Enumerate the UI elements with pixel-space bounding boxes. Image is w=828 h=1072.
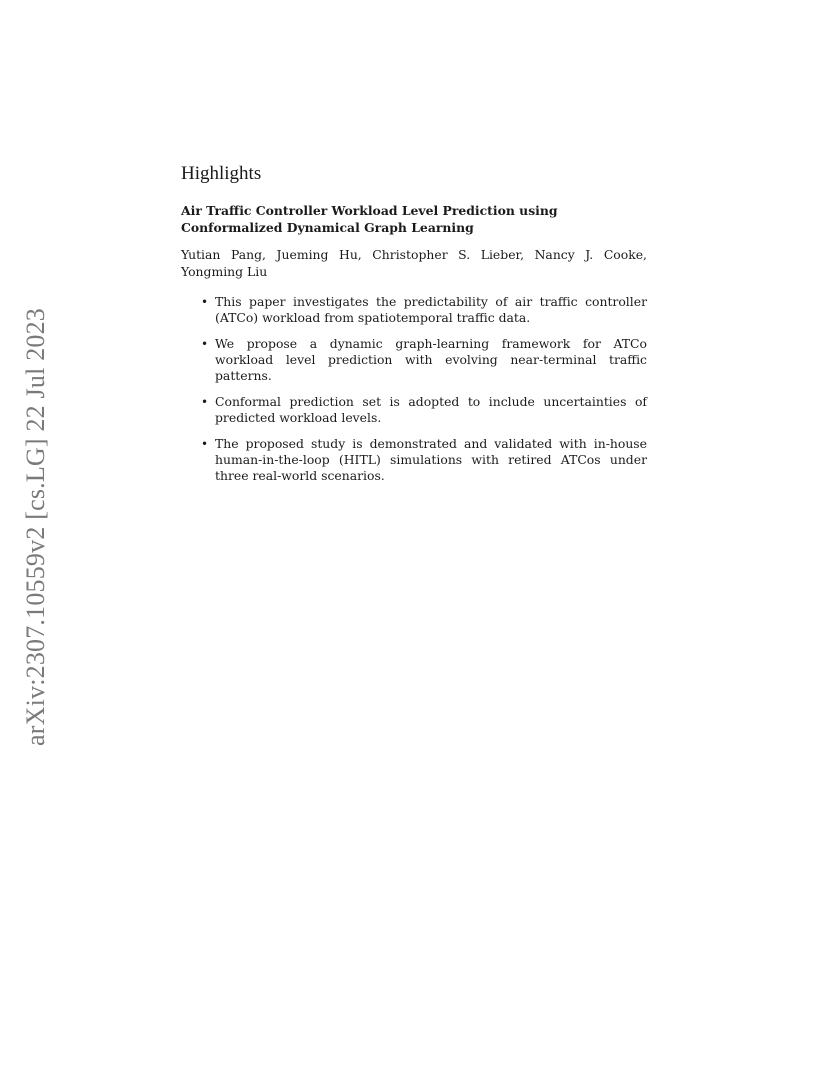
highlight-text: We propose a dynamic graph-learning framework for ATCo workload level prediction with evolving near-terminal traffic patterns. [215,335,647,383]
paper-title: Air Traffic Controller Workload Level Prediction using Conformalized Dynamical Graph Learning [181,202,558,235]
arxiv-identifier-stamp: arXiv:2307.10559v2 [cs.LG] 22 Jul 2023 [21,308,50,746]
bullet-icon: • [201,394,209,409]
highlight-item [201,335,647,384]
section-heading: Highlights [181,163,262,184]
author-list: Yutian Pang, Jueming Hu, Christopher S. Lieber, Nancy J. Cooke, Yongming Liu [181,246,647,279]
highlights-list [181,294,647,484]
highlight-item [201,435,647,484]
highlight-item [201,393,647,426]
highlight-text: Conformal prediction set is adopted to include uncertainties of predicted workload levels. [215,393,647,425]
highlights-page [181,163,647,494]
bullet-icon: • [201,436,209,451]
bullet-icon: • [201,336,209,351]
highlight-item [201,293,647,326]
highlight-text: This paper investigates the predictability of air traffic controller (ATCo) workload from spatiotemporal traffic data. [215,293,647,325]
bullet-icon: • [201,294,209,309]
highlight-text: The proposed study is demonstrated and validated with in-house human-in-the-loop (HITL) simulations with retired ATCos under three real-world scenarios. [215,435,647,483]
